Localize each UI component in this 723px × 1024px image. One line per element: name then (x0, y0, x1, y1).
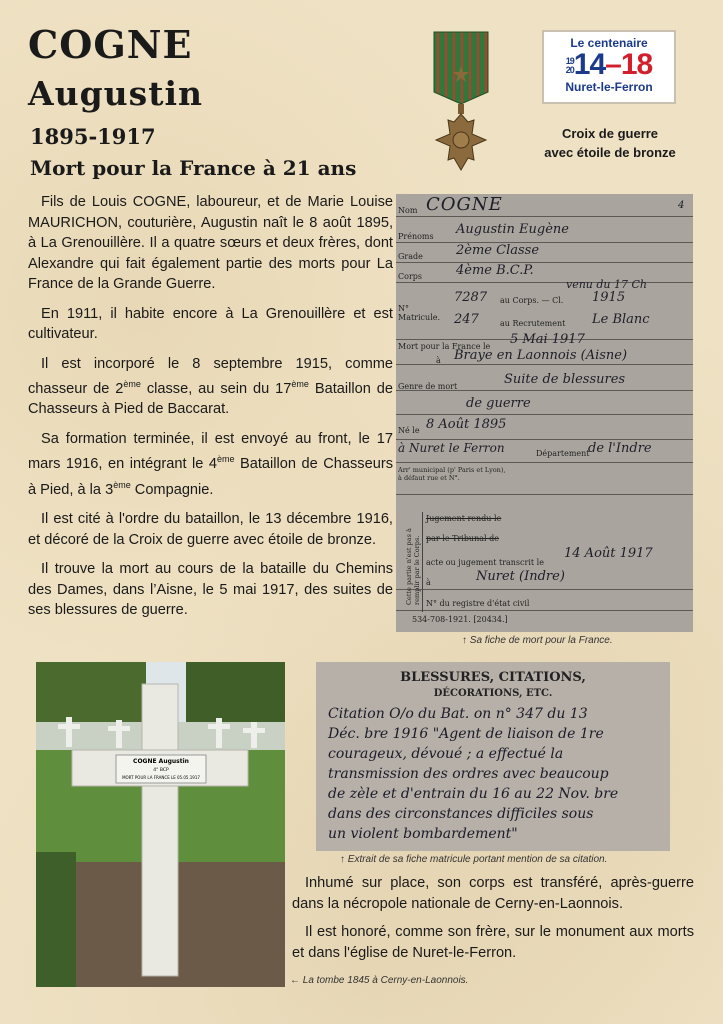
death-card-caption: ↑ Sa fiche de mort pour la France. (462, 635, 613, 646)
surname-title: COGNE (28, 22, 193, 67)
card-hw-genre: Suite de blessures (504, 372, 626, 387)
grave-caption: ← La tombe 1845 à Cerny-en-Laonnois. (290, 975, 469, 986)
citation-line: transmission des ordres avec beaucoup (328, 766, 609, 782)
burial-text (292, 873, 694, 971)
card-hw-corps: 4ème B.C.P. (456, 263, 534, 278)
life-years: 1895-1917 (30, 124, 156, 149)
croix-de-guerre-medal-icon (426, 30, 496, 180)
citation-line: de zèle et d'entrain du 16 au 22 Nov. bre (328, 786, 619, 802)
bio-paragraph: Il trouve la mort au cours de la bataille du Chemins des Dames, dans l’Aisne, le 5 mai 1917, des suites de ses blessures de guerre. (28, 561, 393, 619)
bio-sup: ème (123, 379, 141, 389)
card-label-acte: acte ou jugement transcrit le (426, 558, 544, 567)
citation-line: dans des circonstances difficiles sous (328, 806, 594, 822)
card-label-grade: Grade (398, 252, 423, 261)
card-hw-naissance: 8 Août 1895 (426, 417, 507, 432)
card-label-arr: Arr' municipal (p' Paris et Lyon), à défaut rue et N°. (398, 466, 506, 482)
card-label-a3: à (426, 578, 431, 587)
death-record-card (396, 194, 693, 632)
card-hw-lieu-naissance: à Nuret le Ferron (398, 441, 505, 455)
card-label-tribunal: par le Tribunal de (426, 534, 499, 543)
centenaire-logo (542, 30, 676, 104)
medal-caption-line1: Croix de guerre (561, 126, 659, 141)
citation-line: Déc. bre 1916 "Agent de liaison de 1re (328, 726, 604, 742)
card-label-side: Cette partie n'est pas à remplir par le Corps. (405, 528, 421, 605)
citation-line: Citation O/o du Bat. on n° 347 du 13 (328, 706, 588, 722)
card-hw-transcrit-lieu: Nuret (Indre) (476, 569, 565, 584)
card-side-box (398, 512, 423, 612)
citation-line: courageux, dévoué ; a effectué la (328, 746, 564, 762)
card-hw-date-mort: 5 Mai 1917 (510, 332, 585, 347)
grave-illustration (36, 662, 285, 987)
bio-paragraph (28, 429, 393, 500)
card-hw-matricule2: 247 (454, 312, 479, 327)
grave-photo (36, 662, 285, 987)
card-label-recrutement: au Recrutement (500, 319, 566, 328)
card-label-au-corps: au Corps. — Cl. (500, 296, 564, 305)
logo-line3: Nuret-le-Ferron (565, 80, 653, 94)
card-label-ne-le: Né le (398, 426, 420, 435)
card-hw-matricule1: 7287 (454, 290, 488, 305)
bio-text: Bataillon de Chasseurs à Pied de Baccarat. (28, 380, 393, 418)
citation-extract (316, 662, 670, 851)
logo-18: 18 (620, 48, 653, 81)
logo-dash: – (605, 48, 621, 81)
bio-text: Bataillon de Chasseurs à Pied, à la 3 (28, 456, 393, 498)
biography (28, 192, 393, 630)
medal-caption (520, 124, 700, 162)
medal-caption-line2: avec étoile de bronze (544, 145, 676, 160)
burial-paragraph: Il est honoré, comme son frère, sur le monument aux morts et dans l'église de Nuret-le-Ferron. (292, 924, 694, 961)
card-label-matricule: N° Matricule. (398, 304, 441, 322)
logo-year-top: 19 (565, 56, 574, 67)
bio-text: Il est incorporé le 8 septembre 1915, comme chasseur de 2 (28, 355, 393, 397)
citation-line: un violent bombardement" (328, 826, 518, 842)
card-label-registre: N° du registre d'état civil (426, 599, 530, 608)
citation-title: BLESSURES, CITATIONS, (400, 670, 586, 685)
card-label-mort-pour: Mort pour la France le (398, 342, 491, 351)
logo-century (566, 57, 574, 75)
firstname-title: Augustin (28, 74, 204, 113)
card-hw-nom: COGNE (426, 194, 503, 215)
plaque-line: MORT POUR LA FRANCE LE 05.05.1917 (122, 775, 200, 780)
card-label-corps: Corps (398, 272, 422, 281)
card-hw-grade: 2ème Classe (456, 243, 540, 258)
logo-year-bottom: 20 (565, 65, 574, 76)
bio-paragraph: Fils de Louis COGNE, laboureur, et de Marie Louise MAURICHON, couturière, Augustin naît le 8 août 1895, à La Grenouillère. Il a quatre sœurs et deux frères, dont Alexandre qui fait également partie des morts pour La France de la Grande Guerre. (28, 194, 393, 292)
card-label-departement: Département (536, 449, 590, 458)
plaque-unit: 4° BCP (153, 768, 169, 773)
card-hw-lieu-mort: Braye en Laonnois (Aisne) (454, 348, 628, 363)
card-hw-prenoms: Augustin Eugène (456, 222, 569, 237)
card-hw-departement: de l'Indre (588, 441, 652, 456)
logo-years (544, 50, 674, 80)
bio-sup: ème (291, 379, 309, 389)
plaque-name: COGNE Augustin (133, 758, 189, 765)
card-hw-transcrit: 14 Août 1917 (564, 546, 653, 561)
bio-text: Compagnie. (130, 481, 214, 498)
card-hw-classe: 1915 (592, 290, 626, 305)
death-subtitle: Mort pour la France à 21 ans (30, 156, 357, 180)
card-hw-recrutement: Le Blanc (592, 312, 650, 327)
logo-line1: Le centenaire (570, 36, 648, 50)
card-footer: 534-708-1921. [20434.] (412, 615, 508, 624)
card-label-jugement: Jugement rendu le (426, 514, 502, 523)
bio-text: classe, au sein du 17 (140, 380, 292, 397)
bio-paragraph: Il est cité à l'ordre du bataillon, le 13 décembre 1916, et décoré de la Croix de guerre avec étoile de bronze. (28, 511, 393, 548)
card-label-prenoms: Prénoms (398, 232, 434, 241)
card-label-genre: Genre de mort (398, 382, 458, 391)
card-hw-corps2: venu du 17 Ch (566, 278, 648, 291)
bio-paragraph (28, 354, 393, 420)
citation-subtitle: DÉCORATIONS, ETC. (433, 688, 553, 699)
citation-caption: ↑ Extrait de sa fiche matricule portant mention de sa citation. (340, 854, 608, 865)
burial-paragraph: Inhumé sur place, son corps est transféré, après-guerre dans la nécropole nationale de Cerny-en-Laonnois. (292, 875, 694, 912)
bio-text: Sa formation terminée, il est envoyé au front, le 17 mars 1916, en intégrant le 4 (28, 430, 393, 473)
card-page-num: 4 (678, 200, 685, 211)
bio-sup: ème (216, 454, 235, 465)
logo-14: 14 (573, 48, 606, 81)
card-label-a: à (436, 356, 441, 365)
bio-sup: ème (113, 479, 131, 490)
card-label-nom: Nom (398, 206, 418, 215)
card-hw-genre2: de guerre (466, 396, 531, 411)
bio-paragraph: En 1911, il habite encore à La Grenouillère et est cultivateur. (28, 305, 393, 342)
